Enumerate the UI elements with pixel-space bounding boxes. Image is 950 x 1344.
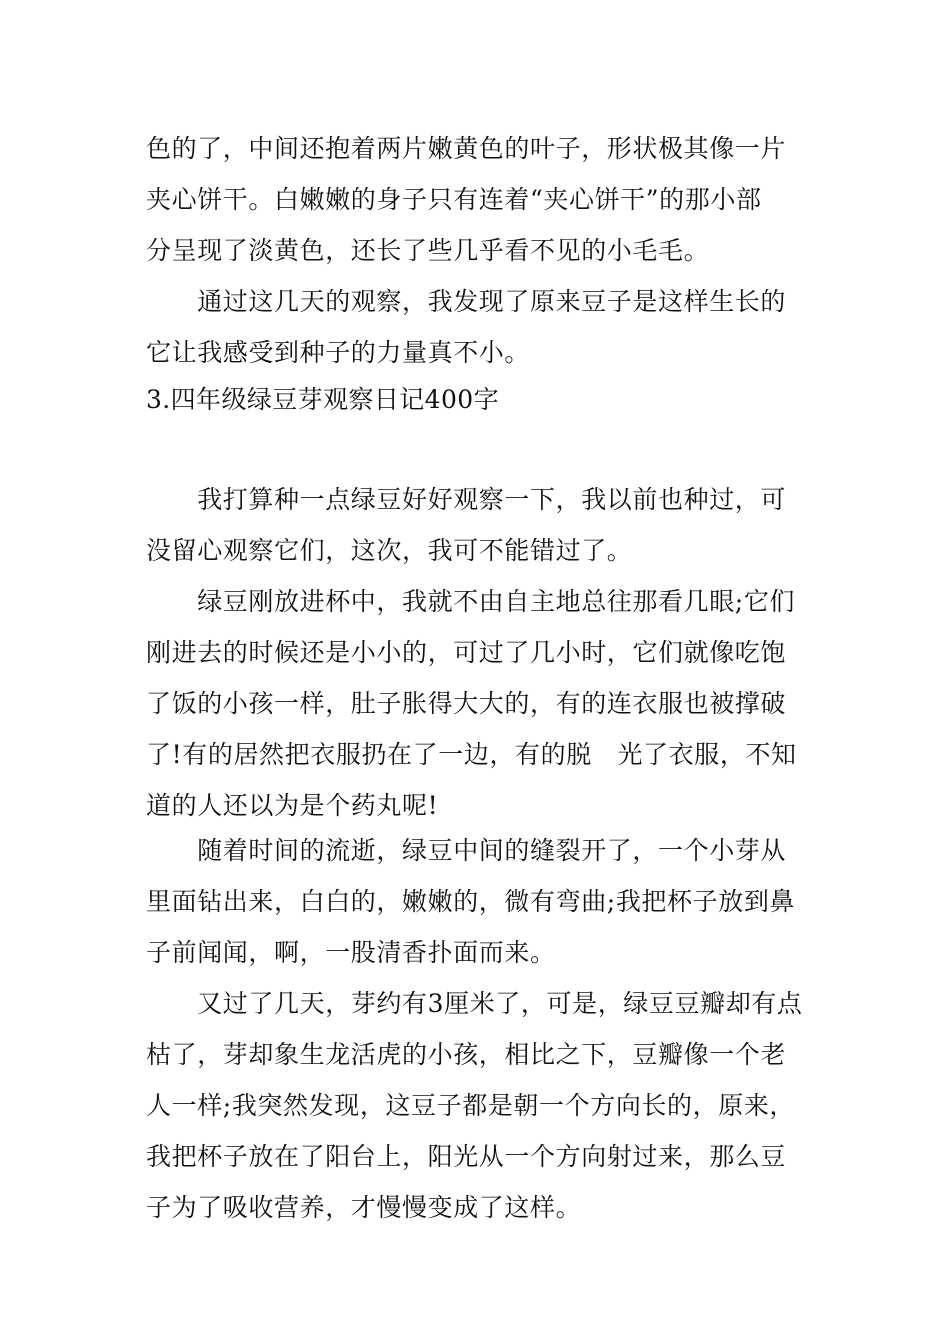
line: 又过了几天，芽约有3厘米了，可是，绿豆豆瓣却有点 xyxy=(146,989,803,1018)
line: 子为了吸收营养，才慢慢变成了这样。 xyxy=(146,1193,582,1222)
line: 分呈现了淡黄色，还长了些几乎看不见的小毛毛。 xyxy=(146,236,710,265)
line: 枯了，芽却象生龙活虎的小孩，相比之下，豆瓣像一个老 xyxy=(146,1040,787,1069)
paragraph-4 xyxy=(146,576,810,831)
paragraph-1 xyxy=(146,123,810,276)
line: 它让我感受到种子的力量真不小。 xyxy=(146,338,531,367)
line: 了!有的居然把衣服扔在了一边，有的脱 光了衣服，不知 xyxy=(146,740,797,769)
line: 色的了，中间还抱着两片嫩黄色的叶子，形状极其像一片 xyxy=(146,134,787,163)
line: 刚进去的时候还是小小的，可过了几小时，它们就像吃饱 xyxy=(146,638,787,667)
line: 没留心观察它们，这次，我可不能错过了。 xyxy=(146,536,633,565)
paragraph-6 xyxy=(146,978,810,1233)
line: 夹心饼干。白嫩嫩的身子只有连着“夹心饼干”的那小部 xyxy=(146,185,762,214)
line: 里面钻出来，白白的，嫩嫩的，微有弯曲;我把杯子放到鼻 xyxy=(146,887,796,916)
line: 道的人还以为是个药丸呢! xyxy=(146,791,439,820)
section-heading: 3.四年级绿豆芽观察日记400字 xyxy=(146,385,499,414)
paragraph-2 xyxy=(146,276,810,378)
paragraph-5 xyxy=(146,825,810,978)
line: 通过这几天的观察，我发现了原来豆子是这样生长的 xyxy=(146,287,787,316)
paragraph-3 xyxy=(146,474,810,576)
line: 子前闻闻，啊，一股清香扑面而来。 xyxy=(146,938,556,967)
line: 了饭的小孩一样，肚子胀得大大的，有的连衣服也被撑破 xyxy=(146,689,787,718)
line: 随着时间的流逝，绿豆中间的缝裂开了，一个小芽从 xyxy=(146,836,787,865)
line: 我把杯子放在了阳台上，阳光从一个方向射过来，那么豆 xyxy=(146,1142,787,1171)
line: 我打算种一点绿豆好好观察一下，我以前也种过，可 xyxy=(146,485,787,514)
line: 人一样;我突然发现，这豆子都是朝一个方向长的，原来， xyxy=(146,1091,796,1120)
line: 绿豆刚放进杯中，我就不由自主地总往那看几眼;它们 xyxy=(146,587,796,616)
